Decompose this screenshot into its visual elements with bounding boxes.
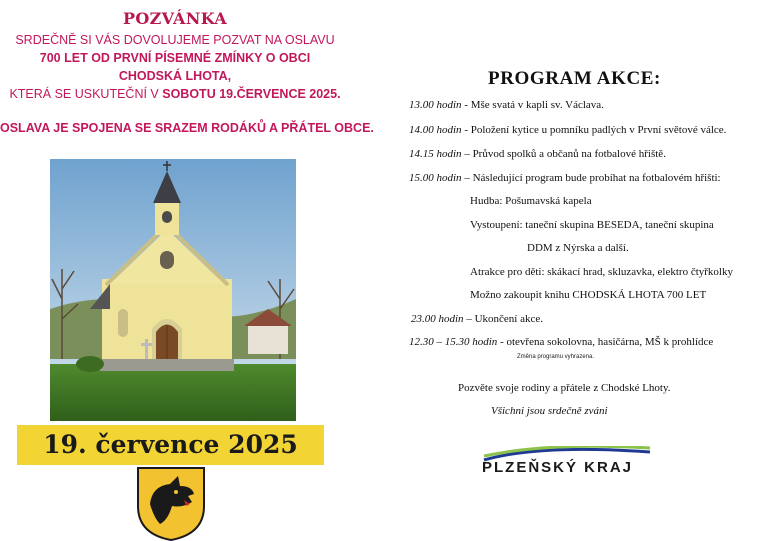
- program-item-time: 14.00 hodin: [409, 124, 462, 136]
- program-item-time: 15.00 hodin: [409, 172, 462, 184]
- program-end-text: – Ukončení akce.: [463, 313, 543, 325]
- program-sub-item: Hudba: Pošumavská kapela: [470, 195, 592, 207]
- program-item: [409, 124, 726, 136]
- welcome-text: [491, 405, 608, 417]
- program-end-time: 23.00 hodin: [411, 313, 464, 325]
- invitation-line-3: CHODSKÁ LHOTA,: [118, 69, 232, 83]
- invitation-line-4: [0, 87, 350, 101]
- program-sub-item: Atrakce pro děti: skákací hrad, skluzavka, elektro čtyřkolky: [470, 266, 733, 278]
- invitation-title: POZVÁNKA: [123, 9, 227, 28]
- program-title: PROGRAM AKCE:: [488, 68, 661, 89]
- program-item: [409, 172, 721, 184]
- program-sub-item: Vystoupení: taneční skupina BESEDA, taneční skupina: [470, 219, 714, 231]
- program-end: [411, 313, 543, 325]
- welcome-text-italic: Všichni jsou srdečně zváni: [491, 405, 608, 417]
- program-open-time: 12.30 – 15.30 hodin: [409, 336, 498, 348]
- chapel-photo: [50, 159, 296, 421]
- program-open-house: [409, 336, 713, 348]
- invitation-line-2: 700 LET OD PRVNÍ PÍSEMNÉ ZMÍNKY O OBCI: [39, 51, 311, 65]
- program-item-time: 13.00 hodin: [409, 99, 462, 111]
- program-item: [409, 148, 666, 160]
- invitation-line-4-prefix: KTERÁ SE USKUTEČNÍ V: [9, 87, 163, 101]
- program-item-text: – Průvod spolků a občanů na fotbalové hřiště.: [461, 148, 666, 160]
- program-open-text: - otevřena sokolovna, hasičárna, MŠ k prohlídce: [497, 336, 714, 348]
- logo-text: PLZEŇSKÝ KRAJ: [482, 459, 634, 476]
- invitation-panel: [0, 0, 380, 541]
- program-note: Změna programu vyhrazena.: [517, 354, 595, 360]
- program-item-time: 14.15 hodin: [409, 148, 462, 160]
- program-sub-item: DDM z Nýrska a další.: [527, 242, 629, 254]
- invite-text: Pozvěte svoje rodiny a přátele z Chodské Lhoty.: [458, 382, 671, 394]
- program-item-text: - Mše svatá v kapli sv. Václava.: [461, 99, 604, 111]
- program-item-text: – Následující program bude probíhat na fotbalovém hřišti:: [461, 172, 721, 184]
- date-banner: 19. července 2025: [17, 425, 324, 465]
- invitation-date-text: SOBOTU 19.ČERVENCE 2025.: [162, 87, 341, 101]
- village-crest-icon: [132, 464, 210, 541]
- program-panel: [380, 0, 765, 541]
- invitation-line-1: SRDEČNĚ SI VÁS DOVOLUJEME POZVAT NA OSLAVU: [15, 33, 335, 47]
- program-item-text: - Položení kytice u pomníku padlých v První světové válce.: [461, 124, 727, 136]
- program-item: [409, 99, 604, 111]
- program-sub-item: Možno zakoupit knihu CHODSKÁ LHOTA 700 LET: [470, 289, 707, 301]
- invitation-line-5: OSLAVA JE SPOJENA SE SRAZEM RODÁKŮ A PŘÁTEL OBCE.: [0, 121, 374, 135]
